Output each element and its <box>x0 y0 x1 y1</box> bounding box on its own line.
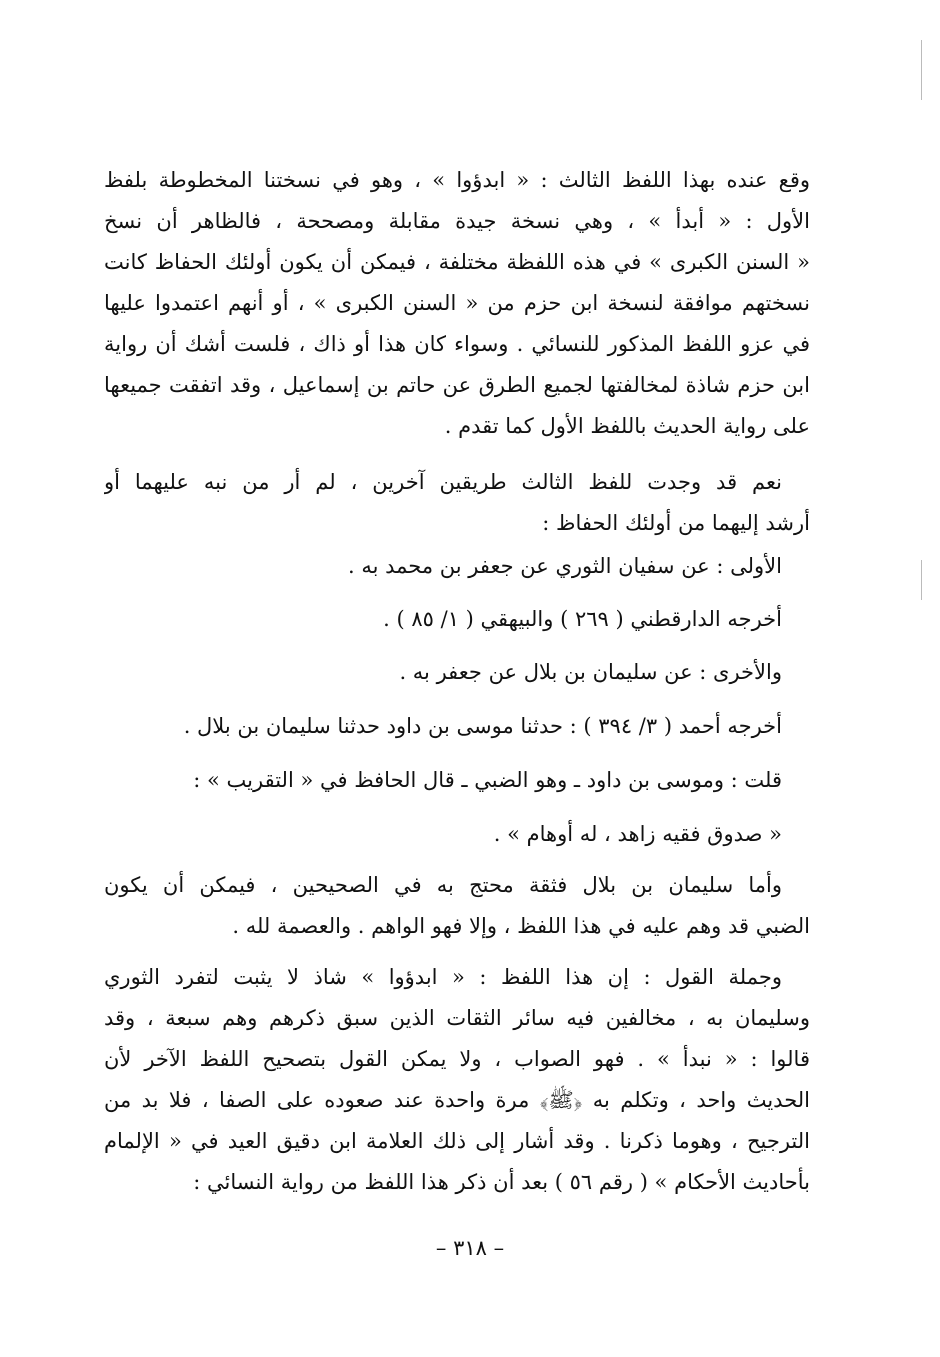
text-line: نعم قد وجدت للفظ الثالث طريقين آخرين ، لم أر من نبه عليهما أو <box>104 470 782 494</box>
text-line: الضبي قد وهم عليه في هذا اللفظ ، وإلا فهو الواهم . والعصمة لله . <box>232 914 810 938</box>
list-item: أخرجه الدارقطني ( ٢٦٩ ) والبيهقي ( ١/ ٨٥ ) . <box>383 607 782 631</box>
list-item: « صدوق فقيه زاهد ، له أوهام » . <box>493 822 782 846</box>
text-line: وأما سليمان بن بلال فثقة محتج به في الصحيحين ، فيمكن أن يكون <box>104 873 782 897</box>
text-line: وجملة القول : إن هذا اللفظ : « ابدؤوا » شاذ لا يثبت لتفرد الثوري <box>104 965 782 989</box>
list-item: الأولى : عن سفيان الثوري عن جعفر بن محمد به . <box>348 554 782 578</box>
text-line: بأحاديث الأحكام » ( رقم ٥٦ ) بعد أن ذكر هذا اللفظ من رواية النسائي : <box>193 1170 810 1194</box>
paragraph-3 <box>104 865 810 947</box>
list-item: أخرجه أحمد ( ٣/ ٣٩٤ ) : حدثنا موسى بن داود حدثنا سليمان بن بلال . <box>183 714 782 738</box>
list-item: قلت : وموسى بن داود ـ وهو الضبي ـ قال الحافظ في « التقريب » : <box>193 768 782 792</box>
text-line: الحديث واحد ، وتكلم به ﴿ﷺ﴾ مرة واحدة عند صعوده على الصفا ، فلا بد من <box>104 1088 810 1112</box>
page-number: – ٣١٨ – <box>435 1236 505 1260</box>
text-line: وقع عنده بهذا اللفظ الثالث : « ابدؤوا » ، وهو في نسختنا المخطوطة بلفظ <box>104 168 810 192</box>
text-line: وسليمان به ، مخالفين فيه سائر الثقات الذين سبق ذكرهم وهم سبعة ، وقد <box>104 1006 810 1030</box>
text-line: الأول : « أبدأ » ، وهي نسخة جيدة مقابلة ومصححة ، فالظاهر أن نسخ <box>104 209 810 233</box>
text-line: نسختهم موافقة لنسخة ابن حزم من « السنن الكبرى » ، أو أنهم اعتمدوا عليها <box>104 291 810 315</box>
text-line: « السنن الكبرى » في هذه اللفظة مختلفة ، فيمكن أن يكون أولئك الحفاظ كانت <box>104 250 810 274</box>
paragraph-2 <box>104 462 810 544</box>
text-line: على رواية الحديث باللفظ الأول كما تقدم . <box>444 414 810 438</box>
text-line: في عزو اللفظ المذكور للنسائي . وسواء كان هذا أو ذاك ، فلست أشك أن رواية <box>104 332 810 356</box>
text-line: الترجيح ، وهوما ذكرنا . وقد أشار إلى ذلك العلامة ابن دقيق العيد في « الإلمام <box>104 1129 810 1153</box>
scan-artifact <box>921 560 922 600</box>
text-line: ابن حزم شاذة لمخالفتها لجميع الطرق عن حاتم بن إسماعيل ، وقد اتفقت جميعها <box>104 373 810 397</box>
scan-artifact <box>921 40 922 100</box>
paragraph-1 <box>104 160 810 447</box>
text-line: أرشد إليهما من أولئك الحفاظ : <box>542 511 810 535</box>
paragraph-4 <box>104 957 810 1203</box>
text-line: قالوا : « نبدأ » . فهو الصواب ، ولا يمكن القول بتصحيح اللفظ الآخر لأن <box>104 1047 810 1071</box>
list-item: والأخرى : عن سليمان بن بلال عن جعفر به . <box>399 660 782 684</box>
